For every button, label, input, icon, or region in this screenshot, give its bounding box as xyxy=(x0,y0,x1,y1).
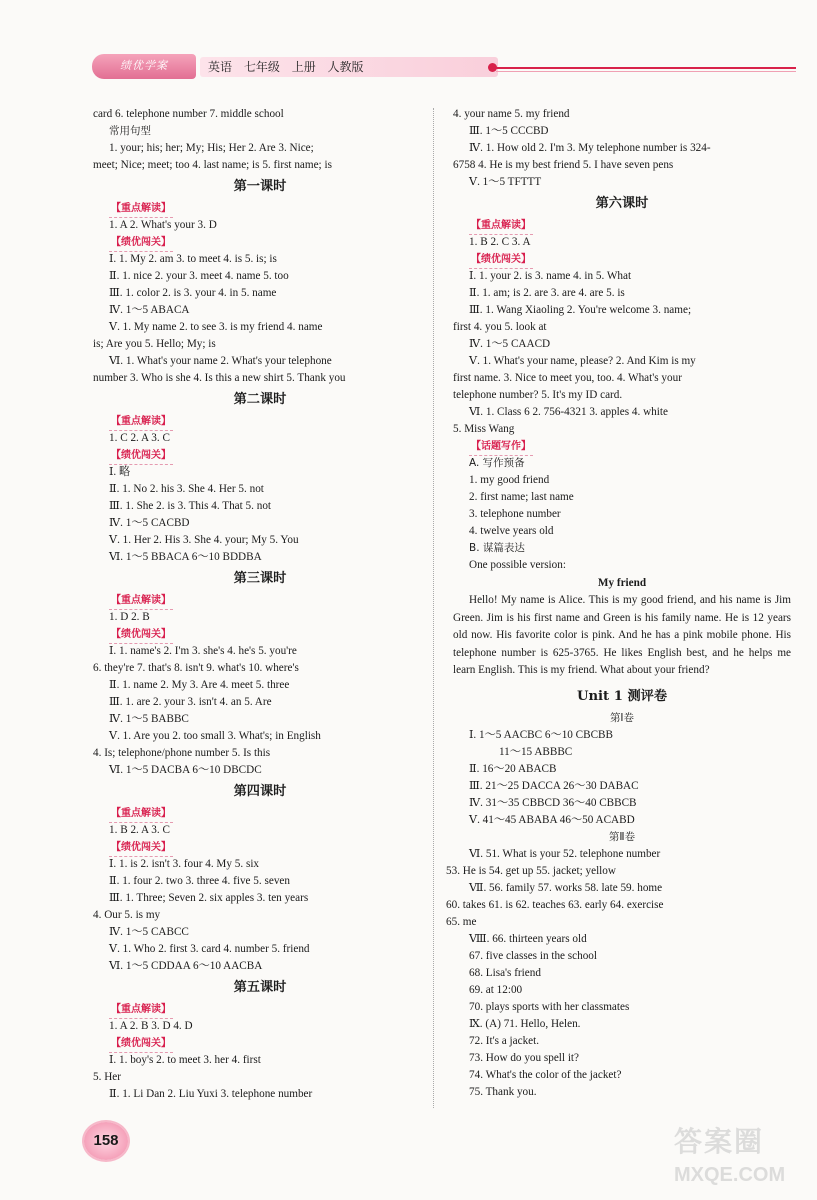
page-header xyxy=(92,54,797,84)
answer-line: meet; Nice; meet; too 4. last name; is 5. first name; is xyxy=(93,159,332,171)
answer-line: Ⅵ. 51. What is your 52. telephone number xyxy=(469,847,661,860)
section-label: B. 谋篇表达 xyxy=(469,542,525,554)
answer-line: Ⅰ. 略 xyxy=(109,466,131,478)
section-tag: 【绩优闯关】 xyxy=(469,253,533,269)
lesson-heading: 第五课时 xyxy=(233,980,287,995)
answer-line: 73. How do you spell it? xyxy=(469,1051,580,1064)
answer-line: Ⅴ. 1. My name 2. to see 3. is my friend 4. name xyxy=(109,321,323,333)
book-meta xyxy=(200,57,498,77)
brand-label: 绩优学案 xyxy=(92,54,196,79)
answer-line: 1. B 2. A 3. C xyxy=(109,824,170,836)
answer-line: Ⅳ. 1. How old 2. I'm 3. My telephone number is 324- xyxy=(469,142,711,154)
answer-line: first 4. you 5. look at xyxy=(453,321,547,333)
answer-line: 4. your name 5. my friend xyxy=(453,108,570,120)
answer-line: 5. Miss Wang xyxy=(453,423,515,435)
answer-line: number 3. Who is she 4. Is this a new shirt 5. Thank you xyxy=(93,372,346,384)
answer-line: 11～15 ABBBC xyxy=(499,745,573,758)
section-tag: 【绩优闯关】 xyxy=(109,449,173,465)
answer-line: Ⅲ. 1. are 2. your 3. isn't 4. an 5. Are xyxy=(109,696,272,708)
header-rule-thin xyxy=(496,71,796,72)
answer-line: Ⅴ. 1. What's your name, please? 2. And Kim is my xyxy=(469,355,696,367)
answer-line: card 6. telephone number 7. middle school xyxy=(93,108,284,120)
answer-line: is; Are you 5. Hello; My; is xyxy=(93,338,216,350)
answer-line: Ⅳ. 1～5 CACBD xyxy=(109,517,190,529)
section-tag: 【重点解读】 xyxy=(109,202,173,218)
answer-line: 53. He is 54. get up 55. jacket; yellow xyxy=(446,864,616,877)
answer-line: 2. first name; last name xyxy=(469,491,574,503)
page-number: 158 xyxy=(84,1122,128,1160)
section-tag: 【绩优闯关】 xyxy=(109,1037,173,1053)
answer-line: Ⅲ. 1. Wang Xiaoling 2. You're welcome 3. name; xyxy=(469,304,692,316)
section-tag: 【重点解读】 xyxy=(109,415,173,431)
volume-label: 上册 xyxy=(291,60,316,74)
answer-line: telephone number? 5. It's my ID card. xyxy=(453,389,623,401)
answer-line: Ⅲ. 1. Three; Seven 2. six apples 3. ten years xyxy=(109,892,309,904)
lesson-heading: 第三课时 xyxy=(233,571,287,586)
essay-body xyxy=(453,592,791,680)
answer-line: Ⅲ. 21～25 DACCA 26～30 DABAC xyxy=(469,779,639,792)
answer-line: One possible version: xyxy=(469,559,566,571)
essay-text: Hello! My name is Alice. This is my good friend, and his name is Jim Green. Jim is his first name and Green is his family name. He is 12 years old now. His favorite color is pink. And he has a pink mobile phone. His telephone number is 625-3765. He likes English best, and he helps me learn English. This is my friend. What about your friend? xyxy=(453,594,791,676)
answer-line: 1. D 2. B xyxy=(109,611,150,623)
lesson-heading: 第六课时 xyxy=(595,196,649,211)
section-label: 常用句型 xyxy=(109,125,151,137)
header-rule xyxy=(496,67,796,69)
answer-line: first name. 3. Nice to meet you, too. 4. What's your xyxy=(453,372,682,384)
answer-line: Ⅳ. 1～5 CABCC xyxy=(109,926,189,938)
answer-line: Ⅵ. 1. What's your name 2. What's your telephone xyxy=(109,355,332,367)
answer-line: 1. C 2. A 3. C xyxy=(109,432,170,444)
answer-line: Ⅲ. 1～5 CCCBD xyxy=(469,125,549,137)
answer-line: 6. they're 7. that's 8. isn't 9. what's 10. where's xyxy=(93,662,299,674)
watermark-url: MXQE.COM xyxy=(674,1164,786,1186)
answer-line: Ⅳ. 31～35 CBBCD 36～40 CBBCB xyxy=(469,796,637,809)
answer-line: 1. my good friend xyxy=(469,474,550,486)
answer-line: 5. Her xyxy=(93,1071,121,1083)
essay-title: My friend xyxy=(597,577,647,589)
watermark xyxy=(668,1120,803,1190)
answer-line: Ⅱ. 1. No 2. his 3. She 4. Her 5. not xyxy=(109,483,264,495)
section-tag: 【绩优闯关】 xyxy=(109,236,173,252)
answer-line: 1. B 2. C 3. A xyxy=(469,236,531,248)
lesson-heading: 第四课时 xyxy=(233,784,287,799)
answer-line: 1. your; his; her; My; His; Her 2. Are 3. Nice; xyxy=(109,142,314,154)
section-tag: 【话题写作】 xyxy=(469,440,533,456)
answer-line: Ⅸ. (A) 71. Hello, Helen. xyxy=(469,1017,581,1030)
answer-line: Ⅱ. 1. Li Dan 2. Liu Yuxi 3. telephone number xyxy=(109,1088,313,1100)
subject-label: 英语 xyxy=(208,60,233,74)
answer-line: 72. It's a jacket. xyxy=(469,1034,540,1047)
answer-line: Ⅳ. 1～5 ABACA xyxy=(109,304,190,316)
answer-line: 60. takes 61. is 62. teaches 63. early 64. exercise xyxy=(446,898,664,911)
column-divider xyxy=(433,108,434,1108)
watermark-logo: 答案圈 xyxy=(674,1125,765,1158)
answer-line: Ⅷ. 66. thirteen years old xyxy=(469,932,587,945)
answer-line: Ⅵ. 1～5 DACBA 6～10 DBCDC xyxy=(109,764,262,776)
answer-line: 75. Thank you. xyxy=(469,1085,537,1098)
answer-line: 69. at 12:00 xyxy=(469,983,523,996)
answer-line: Ⅵ. 1～5 CDDAA 6～10 AACBA xyxy=(109,960,263,972)
section-tag: 【重点解读】 xyxy=(469,219,533,235)
answer-line: Ⅴ. 1. Her 2. His 3. She 4. your; My 5. You xyxy=(109,534,299,546)
answer-line: Ⅶ. 56. family 57. works 58. late 59. home xyxy=(469,881,663,894)
answer-line: Ⅳ. 1～5 BABBC xyxy=(109,713,189,725)
answer-line: Ⅰ. 1. name's 2. I'm 3. she's 4. he's 5. you're xyxy=(109,645,297,657)
grade-label: 七年级 xyxy=(243,60,280,74)
answer-line: 68. Lisa's friend xyxy=(469,966,541,979)
answer-line: Ⅵ. 1～5 BBACA 6～10 BDDBA xyxy=(109,551,262,563)
answer-line: Ⅱ. 1. am; is 2. are 3. are 4. are 5. is xyxy=(469,287,625,299)
answer-line: Ⅴ. 1. Who 2. first 3. card 4. number 5. friend xyxy=(109,943,310,955)
answer-line: 3. telephone number xyxy=(469,508,561,520)
volume-label: 第Ⅱ卷 xyxy=(608,830,636,843)
answer-line: Ⅳ. 1～5 CAACD xyxy=(469,338,551,350)
answer-line: 70. plays sports with her classmates xyxy=(469,1000,630,1013)
left-column xyxy=(93,106,427,1103)
section-tag: 【绩优闯关】 xyxy=(109,841,173,857)
answer-line: Ⅱ. 1. four 2. two 3. three 4. five 5. seven xyxy=(109,875,290,887)
answer-line: 1. A 2. B 3. D 4. D xyxy=(109,1020,193,1032)
answer-line: Ⅵ. 1. Class 6 2. 756-4321 3. apples 4. white xyxy=(469,406,668,418)
answer-line: 6758 4. He is my best friend 5. I have seven pens xyxy=(453,159,674,171)
answer-line: 67. five classes in the school xyxy=(469,949,598,962)
answer-line: Ⅱ. 1. nice 2. your 3. meet 4. name 5. too xyxy=(109,270,289,282)
lesson-heading: 第二课时 xyxy=(233,392,287,407)
answer-line: Ⅲ. 1. She 2. is 3. This 4. That 5. not xyxy=(109,500,272,512)
section-tag: 【绩优闯关】 xyxy=(109,628,173,644)
answer-line: 1. A 2. What's your 3. D xyxy=(109,219,217,231)
section-tag: 【重点解读】 xyxy=(109,807,173,823)
answer-line: Ⅰ. 1～5 AACBC 6～10 CBCBB xyxy=(469,728,613,741)
answer-line: 4. twelve years old xyxy=(469,525,554,537)
answer-line: Ⅱ. 1. name 2. My 3. Are 4. meet 5. three xyxy=(109,679,290,691)
answer-line: Ⅴ. 1～5 TFTTT xyxy=(469,176,542,188)
section-label: A. 写作预备 xyxy=(469,457,525,469)
unit-test-heading: Unit 1 测评卷 xyxy=(576,688,668,704)
answer-line: Ⅰ. 1. boy's 2. to meet 3. her 4. first xyxy=(109,1054,261,1066)
answer-line: Ⅰ. 1. your 2. is 3. name 4. in 5. What xyxy=(469,270,632,282)
answer-line: Ⅲ. 1. color 2. is 3. your 4. in 5. name xyxy=(109,287,277,299)
right-column xyxy=(446,106,791,1101)
answer-line: 4. Our 5. is my xyxy=(93,909,161,921)
answer-line: Ⅴ. 41～45 ABABA 46～50 ACABD xyxy=(469,813,635,826)
section-tag: 【重点解读】 xyxy=(109,594,173,610)
answer-line: 65. me xyxy=(446,915,477,928)
answer-line: Ⅱ. 16～20 ABACB xyxy=(469,762,557,775)
answer-line: Ⅰ. 1. My 2. am 3. to meet 4. is 5. is; is xyxy=(109,253,277,265)
volume-label: 第Ⅰ卷 xyxy=(609,711,635,724)
answer-line: 4. Is; telephone/phone number 5. Is this xyxy=(93,747,271,759)
lesson-heading: 第一课时 xyxy=(233,179,287,194)
edition-label: 人教版 xyxy=(327,60,364,74)
answer-line: 74. What's the color of the jacket? xyxy=(469,1068,622,1081)
answer-line: Ⅴ. 1. Are you 2. too small 3. What's; in English xyxy=(109,730,321,742)
section-tag: 【重点解读】 xyxy=(109,1003,173,1019)
answer-line: Ⅰ. 1. is 2. isn't 3. four 4. My 5. six xyxy=(109,858,260,870)
